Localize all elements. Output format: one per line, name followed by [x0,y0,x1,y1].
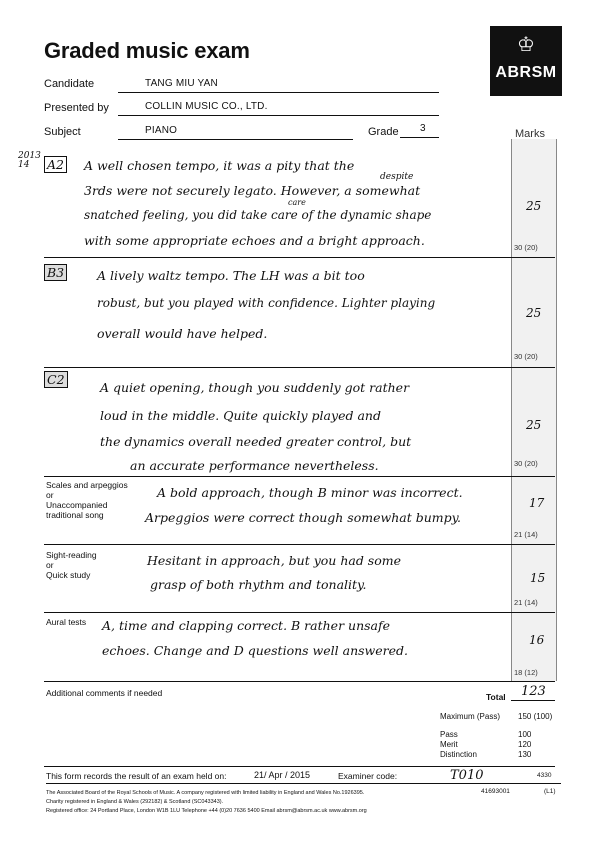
section-divider [44,367,555,368]
form-title: Graded music exam [44,38,250,63]
scales-label: Scales and arpeggios or Unaccompanied traditional song [46,480,128,520]
serial-number: 41693001 [481,788,510,795]
section-max: 18 (12) [514,668,538,677]
form-code: (L1) [544,788,556,795]
candidate-label: Candidate [44,78,95,90]
merit-label: Merit [440,740,458,749]
total-rule [511,700,555,701]
sight-reading-label: Sight-reading or Quick study [46,550,97,580]
comment-line: A well chosen tempo, it was a pity that the [84,158,355,173]
comment-insert: care [288,198,306,207]
section-divider [44,612,555,613]
comment-line: A quiet opening, though you suddenly got rather [100,380,410,395]
section-score: 16 [529,633,545,647]
grade-value: 3 [420,123,426,134]
additional-comments-label: Additional comments if needed [46,688,163,698]
comment-line: Hesitant in approach, but you had some [147,553,401,568]
presented-line [118,115,439,116]
distinction-label: Distinction [440,750,477,759]
comment-line: the dynamics overall needed greater control, but [100,434,412,449]
comment-line: echoes. Change and D questions well answered. [102,643,408,658]
crown-icon: ♔ [517,34,535,56]
comment-line: Arpeggios were correct though somewhat bumpy. [145,510,461,525]
piece-b3: B3 [44,264,67,281]
aural-label: Aural tests [46,617,87,627]
section-divider [44,476,555,477]
comment-line: A lively waltz tempo. The LH was a bit too [97,268,365,283]
pass-label: Pass [440,730,458,739]
legal-text: The Associated Board of the Royal Schools of Music. A company registered with limited liability in England and Wales No.1926395. [46,790,365,796]
exam-date: 21/ Apr / 2015 [254,770,311,780]
pass-value: 100 [518,730,532,739]
section-score: 25 [526,199,542,213]
legal-text: Charity registered in England & Wales (292182) & Scotland (SC043343). [46,799,224,805]
marks-label: Marks [515,128,545,140]
comment-line: 3rds were not securely legato. However, a somewhat [84,183,421,198]
maximum-label: Maximum (Pass) [440,712,501,721]
total-value: 123 [521,684,546,699]
grade-label: Grade [368,126,399,138]
comment-line: robust, but you played with confidence. Lighter playing [97,296,436,310]
examiner-code: T010 [450,768,484,783]
piece-a2: A2 [44,156,67,173]
comment-line: overall would have helped. [97,326,268,341]
comment-line: loud in the middle. Quite quickly played and [100,408,381,423]
total-label: Total [486,692,506,702]
section-score: 25 [526,306,542,320]
comment-line: grasp of both rhythm and tonality. [150,577,367,592]
examiner-label: Examiner code: [338,771,398,781]
section-score: 15 [530,571,546,585]
section-divider [44,681,555,682]
section-score: 25 [526,418,542,432]
grade-line [400,137,439,138]
abrsm-logo [490,26,562,96]
section-score: 17 [529,496,545,510]
comment-line: with some appropriate echoes and a bright approach. [84,233,425,248]
presented-label: Presented by [44,102,109,114]
section-max: 21 (14) [514,598,538,607]
year-note: 2013 14 [18,151,41,170]
comment-line: an accurate performance nevertheless. [130,458,379,473]
section-divider [44,257,555,258]
presented-value: COLLIN MUSIC CO., LTD. [145,101,268,112]
maximum-value: 150 (100) [518,712,553,721]
section-max: 30 (20) [514,352,538,361]
candidate-value: TANG MIU YAN [145,78,218,89]
comment-line: snatched feeling, you did take care of the dynamic shape [84,208,432,222]
legal-text: Registered office: 24 Portland Place, London W1B 1LU Telephone +44 (0)20 7636 5400 Email abrsm@abrsm.ac.uk www.abrsm.org [46,808,367,814]
section-max: 30 (20) [514,459,538,468]
footer-divider [44,766,555,767]
candidate-line [118,92,439,93]
merit-value: 120 [518,740,532,749]
section-max: 21 (14) [514,530,538,539]
comment-line: A bold approach, though B minor was incorrect. [157,485,463,500]
code-4330: 4330 [537,772,552,779]
footer-rule [46,783,561,784]
subject-label: Subject [44,126,81,138]
section-divider [44,544,555,545]
record-text: This form records the result of an exam held on: [46,771,227,781]
subject-line [118,139,353,140]
subject-value: PIANO [145,125,178,136]
comment-line: A, time and clapping correct. B rather unsafe [102,618,391,633]
logo-text: ABRSM [495,64,557,81]
section-max: 30 (20) [514,243,538,252]
piece-c2: C2 [44,371,68,388]
comment-insert: despite [380,172,414,182]
distinction-value: 130 [518,750,532,759]
